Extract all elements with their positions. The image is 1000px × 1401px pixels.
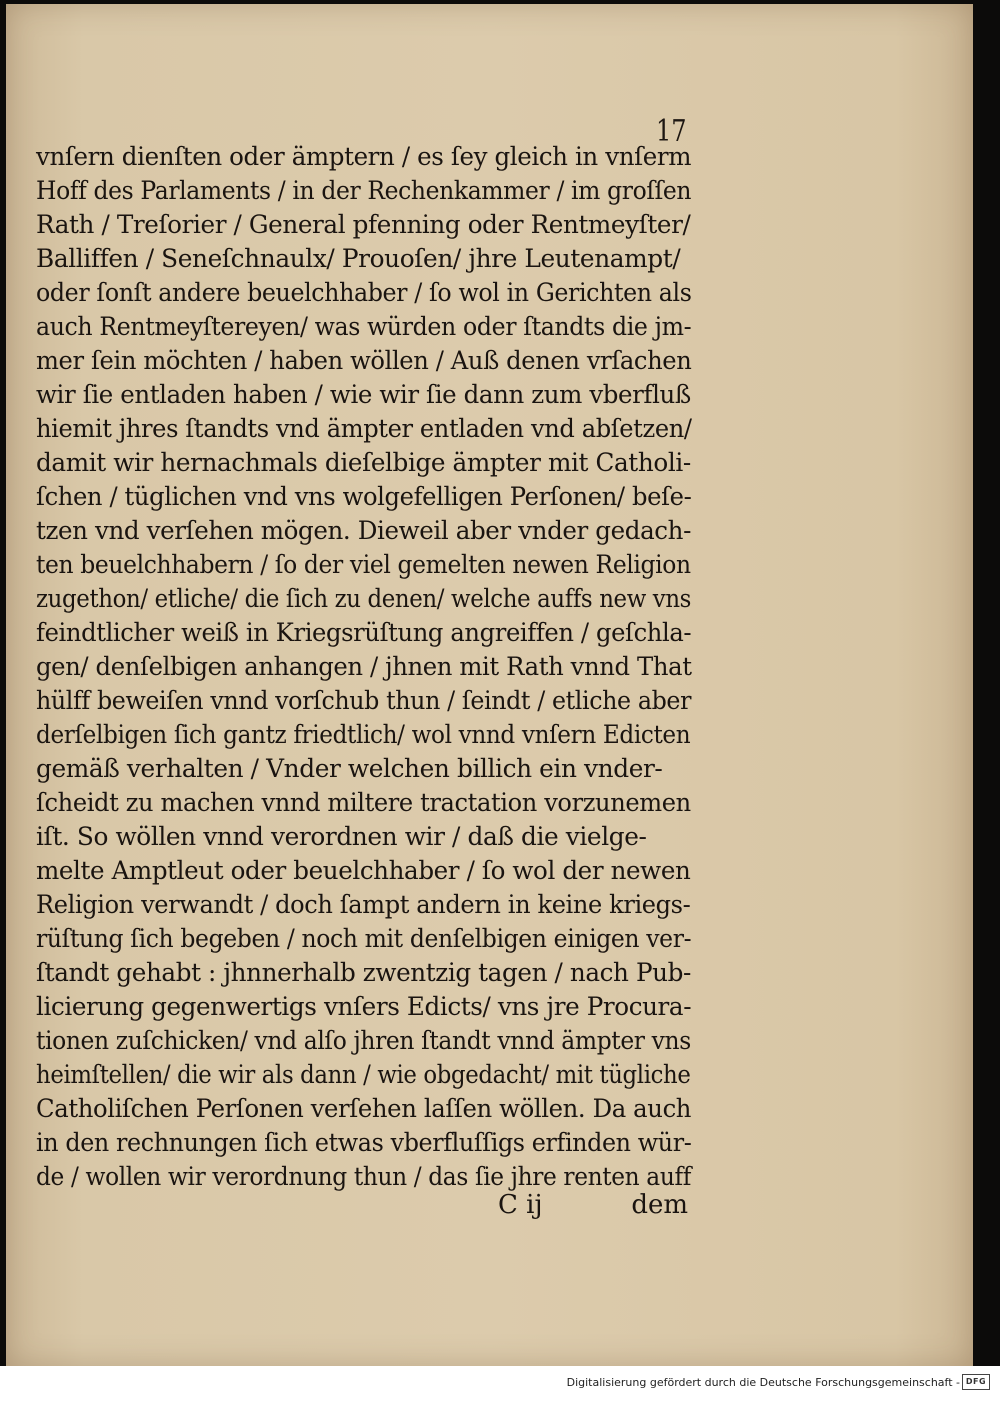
text-line: Religion verwandt / doch ſampt andern in keine kriegs-	[36, 890, 691, 919]
footer-credit: Digitalisierung gefördert durch die Deutsche Forschungsgemeinschaft -	[566, 1376, 960, 1389]
text-line: heimſtellen/ die wir als dann / wie obgedacht/ mit tügliche	[36, 1060, 691, 1089]
catchword-row	[36, 1190, 688, 1228]
text-line: derſelbigen ſich gantz friedtlich/ wol vnnd vnſern Edicten	[36, 720, 691, 749]
text-line: hiemit jhres ſtandts vnd ämpter entladen vnd abſetzen/	[36, 414, 692, 443]
text-line: Catholiſchen Perſonen verſehen laſſen wöllen. Da auch	[36, 1094, 692, 1123]
text-line: vnſern dienſten oder ämptern / es ſey gleich in vnſerm	[36, 142, 692, 171]
text-line: melte Amptleut oder beuelchhaber / ſo wol der newen	[36, 856, 691, 885]
dfg-logo: DFG	[962, 1374, 990, 1390]
text-line: Balliffen / Seneſchnaulx/ Prouoſen/ jhre Leutenampt/	[36, 244, 681, 273]
text-line: mer ſein möchten / haben wöllen / Auß denen vrſachen	[36, 346, 692, 375]
body-text	[36, 140, 696, 1194]
footer	[0, 1366, 1000, 1401]
text-line: auch Rentmeyſtereyen/ was würden oder ſtandts die jm-	[36, 312, 692, 341]
text-line: ten beuelchhabern / ſo der viel gemelten newen Religion	[36, 550, 691, 579]
text-line: licierung gegenwertigs vnſers Edicts/ vns jre Procura-	[36, 992, 692, 1021]
text-line: feindtlicher weiß in Kriegsrüſtung angreiffen / geſchla-	[36, 618, 692, 647]
text-line: ſcheidt zu machen vnnd miltere tractation vorzunemen	[36, 788, 691, 817]
text-line: ſtandt gehabt : jhnnerhalb zwentzig tagen / nach Pub-	[36, 958, 691, 987]
text-line: Rath / Treſorier / General pfenning oder Rentmeyſter/	[36, 210, 691, 239]
catchword: dem	[631, 1190, 688, 1220]
text-line: ſchen / tüglichen vnd vns wolgefelligen Perſonen/ beſe-	[36, 482, 692, 511]
text-line: in den rechnungen ſich etwas vberfluſſigs erfinden wür-	[36, 1128, 692, 1157]
text-line: tzen vnd verſehen mögen. Dieweil aber vnder gedach-	[36, 516, 691, 545]
text-line: gemäß verhalten / Vnder welchen billich ein vnder-	[36, 754, 663, 783]
text-line: rüſtung ſich begeben / noch mit denſelbigen einigen ver-	[36, 924, 692, 953]
text-line: iſt. So wöllen vnnd verordnen wir / daß die vielge-	[36, 822, 647, 851]
text-line: hülff beweiſen vnnd vorſchub thun / ſeindt / etliche aber	[36, 686, 692, 715]
text-line: oder ſonſt andere beuelchhaber / ſo wol in Gerichten als	[36, 278, 692, 307]
text-line: gen/ denſelbigen anhangen / jhnen mit Rath vnnd That	[36, 652, 692, 681]
text-line: wir ſie entladen haben / wie wir ſie dann zum vberfluß	[36, 380, 691, 409]
text-line: tionen zuſchicken/ vnd alſo jhren ſtandt vnnd ämpter vns	[36, 1026, 691, 1055]
signature-mark: C ij	[498, 1190, 543, 1220]
text-line: de / wollen wir verordnung thun / das ſie jhre renten auff	[36, 1162, 691, 1191]
text-line: damit wir hernachmals dieſelbige ämpter mit Catholi-	[36, 448, 691, 477]
text-line: Hoff des Parlaments / in der Rechenkammer / im groſſen	[36, 176, 692, 205]
page-number: 17	[656, 114, 687, 149]
text-line: zugethon/ etliche/ die ſich zu denen/ welche auffs new vns	[36, 584, 692, 613]
